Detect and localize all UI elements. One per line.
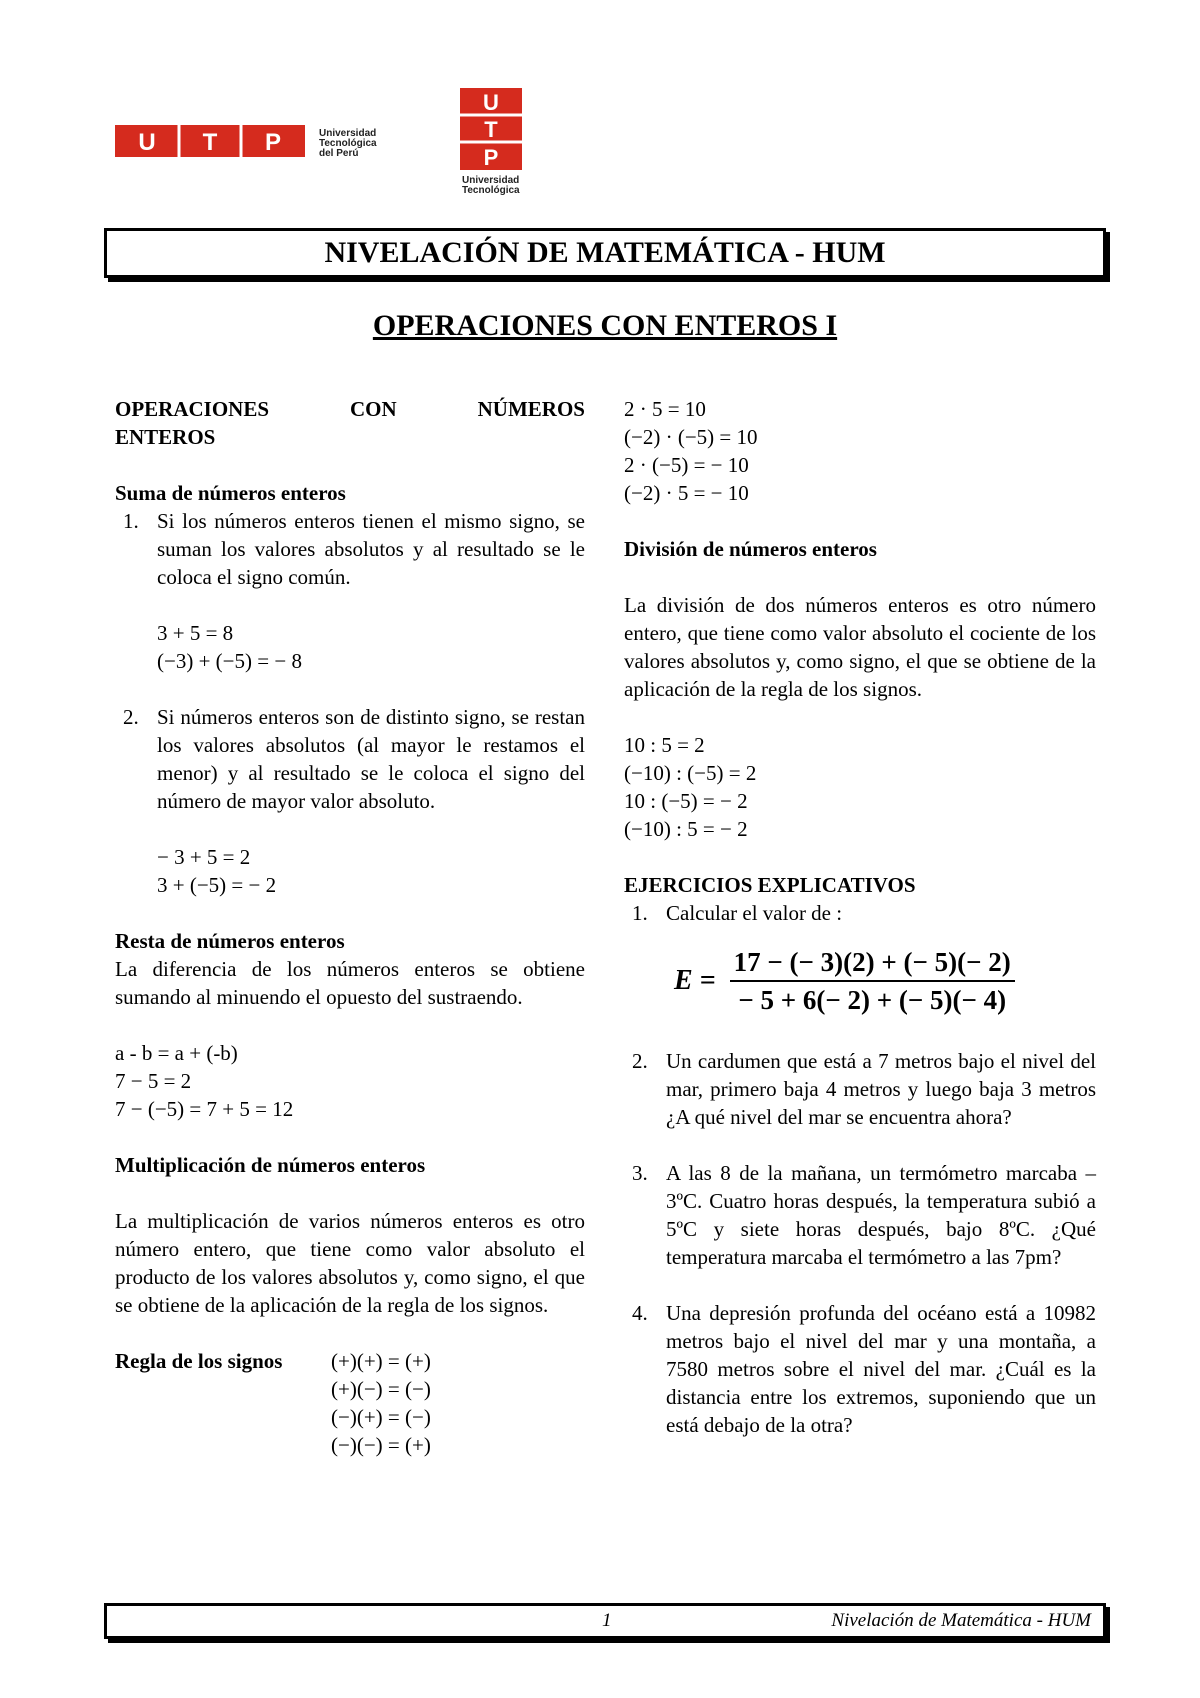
- exercise-1: [624, 899, 1096, 927]
- resta-text: La diferencia de los números enteros se obtiene sumando al minuendo el opuesto del sustraendo.: [115, 957, 585, 1009]
- document-title: NIVELACIÓN DE MATEMÁTICA - HUM: [324, 236, 886, 269]
- heading-word-3: NÚMEROS: [477, 397, 585, 421]
- exercise-3: [624, 1159, 1096, 1271]
- resta-example-3: 7 − (−5) = 7 + 5 = 12: [115, 1097, 294, 1121]
- resta-example-1: a - b = a + (-b): [115, 1041, 238, 1065]
- logo2-letter-u: U: [483, 90, 499, 115]
- resta-title: Resta de números enteros: [115, 929, 345, 953]
- mult-example-3: 2 · (−5) = − 10: [624, 453, 749, 477]
- heading-word-1: OPERACIONES: [115, 397, 270, 421]
- suma-example-1: 3 + 5 = 8: [157, 621, 234, 645]
- logo1-letter-t: T: [202, 129, 218, 156]
- mult-title: Multiplicación de números enteros: [115, 1153, 426, 1177]
- div-title: División de números enteros: [624, 537, 877, 561]
- section-heading: [115, 395, 585, 423]
- exercise-1-text: Calcular el valor de :: [666, 901, 843, 925]
- mult-example-2: (−2) · (−5) = 10: [624, 425, 758, 449]
- logo2-letter-p: P: [483, 145, 499, 170]
- utp-logo-horizontal: [115, 125, 415, 170]
- suma-rule-2-text: Si números enteros son de distinto signo, se restan los valores absolutos (al mayor le restamos el menor) y al resultado se le coloca el signo del número de mayor valor absoluto.: [157, 705, 585, 813]
- exercise-3-text: A las 8 de la mañana, un termómetro marcaba – 3ºC. Cuatro horas después, la temperatura subió a 5ºC y siete horas después, bajo 8ºC. ¿Qué temperatura marcaba el termómetro a las 7pm?: [666, 1161, 1096, 1269]
- formula-variable: E =: [674, 965, 716, 996]
- sign-rule: (−)(−) = (+): [331, 1433, 431, 1457]
- right-column: [624, 395, 1096, 1439]
- suma-example-4: 3 + (−5) = − 2: [157, 873, 277, 897]
- page-footer: [104, 1603, 1106, 1639]
- suma-rule-2-number: 2.: [123, 705, 139, 729]
- exercise-3-number: 3.: [632, 1161, 648, 1185]
- div-example-3: 10 : (−5) = − 2: [624, 789, 748, 813]
- div-example-2: (−10) : (−5) = 2: [624, 761, 757, 785]
- suma-example-3: − 3 + 5 = 2: [157, 845, 251, 869]
- logo1-text-line2: Tecnológica: [319, 138, 377, 149]
- mult-example-1: 2 · 5 = 10: [624, 397, 706, 421]
- suma-rule-2: [115, 703, 585, 815]
- resta-example-2: 7 − 5 = 2: [115, 1069, 192, 1093]
- page-number: 1: [602, 1610, 612, 1631]
- exercise-4: [624, 1299, 1096, 1439]
- mult-example-4: (−2) · 5 = − 10: [624, 481, 749, 505]
- left-column: [115, 395, 585, 1459]
- logo2-text-line2: Tecnológica: [462, 185, 520, 196]
- suma-rule-1: [115, 507, 585, 591]
- div-example-4: (−10) : 5 = − 2: [624, 817, 748, 841]
- ejercicios-title: EJERCICIOS EXPLICATIVOS: [624, 873, 916, 897]
- footer-text: Nivelación de Matemática - HUM: [831, 1610, 1091, 1631]
- mult-text: La multiplicación de varios números enteros es otro número entero, que tiene como valor absoluto el producto de los valores absolutos y, como signo, el que se obtiene de la aplicación de la regla de los signos.: [115, 1209, 585, 1317]
- exercise-1-number: 1.: [632, 901, 648, 925]
- logo1-letter-u: U: [138, 129, 156, 156]
- heading-word-2: CON: [350, 397, 397, 421]
- suma-rule-1-number: 1.: [123, 509, 139, 533]
- exercise-2-number: 2.: [632, 1049, 648, 1073]
- suma-title: Suma de números enteros: [115, 481, 346, 505]
- exercise-2: [624, 1047, 1096, 1131]
- logo1-text-line3: del Perú: [319, 148, 359, 159]
- sign-rules: [115, 1347, 585, 1459]
- logo1-letter-p: P: [264, 129, 282, 156]
- logo2-text-line1: Universidad: [462, 175, 520, 186]
- exercise-2-text: Un cardumen que está a 7 metros bajo el nivel del mar, primero baja 4 metros y luego baja 3 metros ¿A qué nivel del mar se encuentra ahora?: [666, 1049, 1096, 1129]
- logo1-text-line1: Universidad: [319, 128, 377, 139]
- formula-denominator: − 5 + 6(− 2) + (− 5)(− 4): [738, 985, 1007, 1015]
- sign-rules-label: Regla de los signos: [115, 1349, 283, 1373]
- formula-fraction: [730, 948, 1015, 1014]
- exercise-4-number: 4.: [632, 1301, 648, 1325]
- utp-logo-vertical: [460, 88, 560, 203]
- formula-numerator: 17 − (− 3)(2) + (− 5)(− 2): [730, 948, 1015, 982]
- suma-example-2: (−3) + (−5) = − 8: [157, 649, 302, 673]
- exercise-formula: [674, 941, 1096, 1021]
- exercise-4-text: Una depresión profunda del océano está a 10982 metros bajo el nivel del mar y una montaña, a 7580 metros sobre el nivel del mar. ¿Cuál es la distancia entre los extremos, suponiendo que un está debajo de la otra?: [666, 1301, 1096, 1437]
- document-subtitle: OPERACIONES CON ENTEROS I: [372, 309, 838, 342]
- sign-rule: (−)(+) = (−): [331, 1405, 431, 1429]
- sign-rule: (+)(+) = (+): [331, 1349, 431, 1373]
- sign-rules-list: [331, 1347, 431, 1459]
- document-title-box: [104, 228, 1106, 278]
- heading-line-2: ENTEROS: [115, 425, 216, 449]
- logo2-letter-t: T: [484, 117, 498, 142]
- sign-rule: (+)(−) = (−): [331, 1377, 431, 1401]
- div-text: La división de dos números enteros es otro número entero, que tiene como valor absoluto el cociente de los valores absolutos y, como signo, el que se obtiene de la aplicación de la regla de los signos.: [624, 593, 1096, 701]
- div-example-1: 10 : 5 = 2: [624, 733, 705, 757]
- suma-rule-1-text: Si los números enteros tienen el mismo signo, se suman los valores absolutos y al resultado se le coloca el signo común.: [157, 509, 585, 589]
